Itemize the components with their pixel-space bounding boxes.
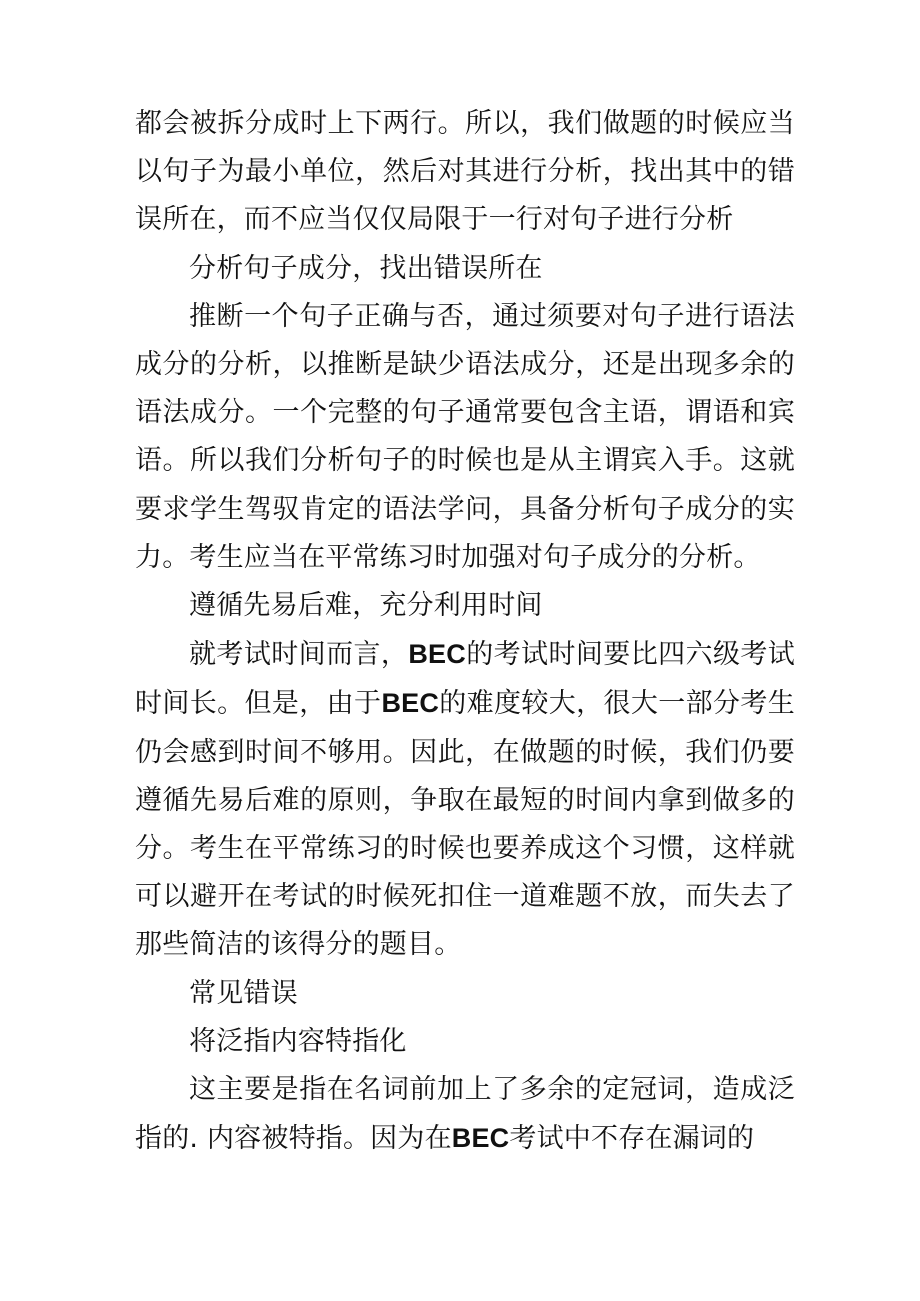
heading-text: 将泛指内容特指化 [189,1025,407,1057]
paragraph-text: 的考试时间要比四六级考试时间长。但是，由于 [135,639,795,720]
heading-text: 分析句子成分，找出错误所在 [189,252,543,284]
heading-text: 遵循先易后难，充分利用时间 [189,590,543,622]
section-heading-generic-to-specific [135,1018,795,1066]
heading-text: 常见错误 [189,977,298,1009]
paragraph-continuation [135,100,795,245]
paragraph-text: 这主要是指在名词前加上了多余的定冠词，造成泛指的. 内容被特指。因为在 [135,1074,795,1155]
paragraph-time-management [135,630,795,969]
bec-term: BEC [451,1123,510,1154]
paragraph-text: 的难度较大，很大一部分考生仍会感到时间不够用。因此，在做题的时候，我们仍要遵循先易后难的原则，争取在最短的时间内拿到做多的分。考生在平常练习的时候也要养成这个习惯，这样就可以避开在考试的时候死扣住一道难题不放，而失去了那些简洁的该得分的题目。 [135,688,795,961]
paragraph-text: 推断一个句子正确与否，通过须要对句子进行语法成分的分析，以推断是缺少语法成分，还是出现多余的语法成分。一个完整的句子通常要包含主语，谓语和宾语。所以我们分析句子的时候也是从主谓宾入手。这就要求学生驾驭肯定的语法学问，具备分析句子成分的实力。考生应当在平常练习时加强对句子成分的分析。 [135,300,795,573]
bec-term: BEC [381,688,440,719]
section-heading-easy-first [135,582,795,630]
paragraph-grammar-analysis [135,293,795,582]
paragraph-text: 就考试时间而言， [189,639,409,671]
paragraph-text: 考试中不存在漏词的 [509,1123,755,1155]
paragraph-text: 都会被拆分成时上下两行。所以，我们做题的时候应当以句子为最小单位，然后对其进行分析，找出其中的错误所在，而不应当仅仅局限于一行对句子进行分析 [135,108,795,236]
section-heading-common-errors [135,970,795,1018]
document-body [135,100,795,1163]
section-heading-analyze-sentence [135,245,795,293]
bec-term: BEC [408,639,466,670]
paragraph-definite-article [135,1066,795,1163]
